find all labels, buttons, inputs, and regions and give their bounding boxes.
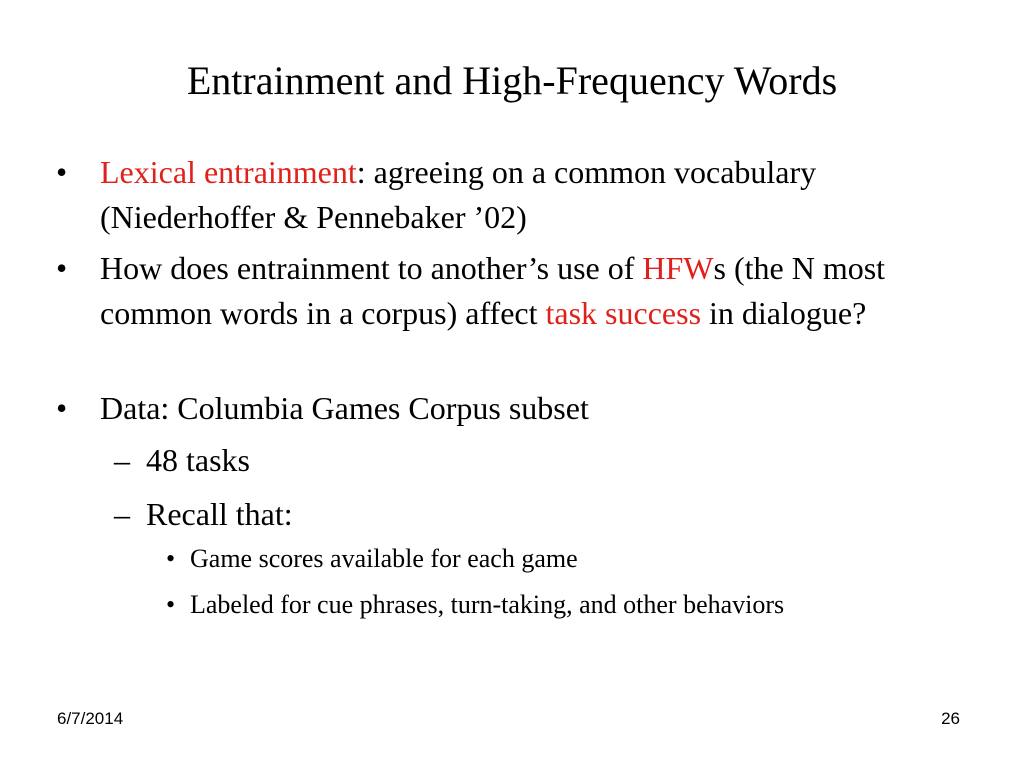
- footer-date: 6/7/2014: [57, 709, 124, 728]
- bullet-text: : agreeing on a common vocabulary (Niederhoffer & Pennebaker ’02): [100, 154, 817, 235]
- sub-bullet-item: [114, 492, 976, 537]
- bullet-marker: •: [56, 154, 68, 190]
- bullet-item: [56, 386, 980, 431]
- sub-bullet-text: 48 tasks: [146, 442, 250, 478]
- sub-sub-bullet-item: [166, 542, 950, 576]
- bullet-text: in dialogue?: [701, 295, 867, 331]
- bullet-marker: •: [56, 390, 68, 426]
- highlighted-term: HFW: [642, 250, 714, 286]
- bullet-text: How does entrainment to another’s use of: [100, 250, 643, 286]
- sub-sub-bullet-text: Game scores available for each game: [190, 544, 578, 573]
- bullet-marker: •: [56, 250, 68, 286]
- sub-bullet-text: Recall that:: [146, 496, 293, 532]
- bullet-marker: •: [166, 590, 176, 619]
- sub-bullet-item: [114, 438, 976, 483]
- slide-number: 26: [941, 709, 960, 728]
- sub-sub-bullet-item: [166, 588, 950, 622]
- sub-sub-bullet-text: Labeled for cue phrases, turn-taking, and other behaviors: [190, 590, 785, 619]
- bullet-item: [56, 246, 980, 336]
- highlighted-term: Lexical entrainment: [100, 154, 357, 190]
- bullet-marker: •: [166, 544, 176, 573]
- highlighted-term: task success: [545, 295, 702, 331]
- bullet-text: Data: Columbia Games Corpus subset: [100, 390, 589, 426]
- bullet-text: s (the N most common words in a corpus) affect: [100, 250, 886, 331]
- dash-marker: –: [114, 496, 130, 532]
- bullet-item: [56, 150, 980, 240]
- dash-marker: –: [114, 442, 130, 478]
- slide-title: Entrainment and High-Frequency Words: [186, 58, 838, 103]
